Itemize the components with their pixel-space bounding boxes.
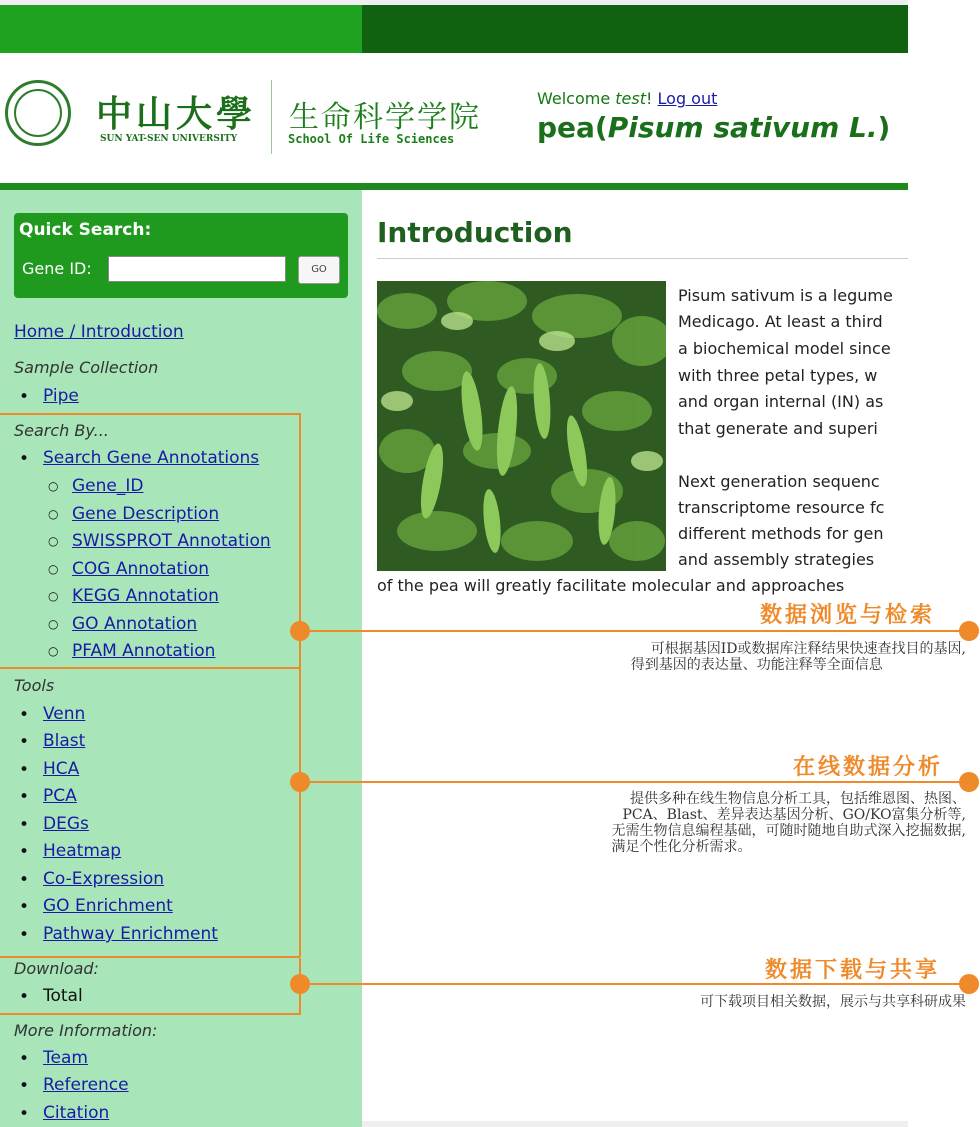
bracket-1-top (0, 413, 300, 415)
bracket-1-bottom (0, 667, 300, 669)
annotation-text-line: 可下载项目相关数据，展示与共享科研成果 (700, 994, 966, 1010)
bullet-icon: • (19, 987, 30, 1007)
sidebar-item-heatmap[interactable]: Heatmap (43, 841, 122, 861)
sidebar-item-go[interactable]: GO Annotation (72, 614, 198, 634)
annotation-dot-icon (959, 621, 979, 641)
annotation-connector (300, 630, 968, 632)
intro-text-line: different methods for gen (678, 524, 884, 543)
sidebar-item-gene-id[interactable]: Gene_ID (72, 476, 144, 496)
bullet-icon: • (19, 705, 30, 725)
bullet-icon: • (19, 787, 30, 807)
university-seal-inner-ring (14, 89, 62, 137)
annotation-dot-icon (959, 974, 979, 994)
username: test (615, 89, 647, 108)
bullet-icon: • (19, 925, 30, 945)
sub-bullet-icon: ○ (48, 644, 59, 658)
go-button[interactable]: GO (298, 256, 340, 284)
sidebar-item-gene-description[interactable]: Gene Description (72, 504, 220, 524)
bullet-icon: • (19, 1104, 30, 1124)
sidebar-item-swissprot[interactable]: SWISSPROT Annotation (72, 531, 271, 551)
intro-text-line: Pisum sativum is a legume (678, 286, 893, 305)
sidebar-item-degs[interactable]: DEGs (43, 814, 89, 834)
annotation-text-line: 提供多种在线生物信息分析工具，包括维恩图、热图、 (630, 791, 966, 807)
sidebar-item-blast[interactable]: Blast (43, 731, 86, 751)
species-close: ) (877, 111, 891, 144)
quick-search-title: Quick Search: (19, 220, 152, 240)
annotation-dot-icon (959, 772, 979, 792)
top-bar-right (362, 0, 908, 53)
sidebar-item-pfam[interactable]: PFAM Annotation (72, 641, 216, 661)
sub-bullet-icon: ○ (48, 562, 59, 576)
bullet-icon: • (19, 760, 30, 780)
school-name-cn: 生命科学学院 (289, 100, 481, 135)
gene-id-label: Gene ID: (22, 259, 92, 278)
home-introduction-link[interactable]: Home / Introduction (14, 322, 184, 342)
gene-id-input[interactable] (108, 256, 286, 282)
sidebar-item-pathway-enrichment[interactable]: Pathway Enrichment (43, 924, 218, 944)
sidebar-item-co-expression[interactable]: Co-Expression (43, 869, 165, 889)
bullet-icon: • (19, 1076, 30, 1096)
welcome-prefix: Welcome (537, 89, 616, 108)
sidebar-item-kegg[interactable]: KEGG Annotation (72, 586, 219, 606)
download-heading: Download: (14, 959, 99, 978)
bracket-3-bottom (0, 1013, 300, 1015)
search-by-heading: Search By... (14, 421, 109, 440)
intro-text-line: and assembly strategies (678, 550, 875, 569)
intro-text-line: a biochemical model since (678, 339, 891, 358)
bullet-icon: • (19, 870, 30, 890)
search-gene-annotations-link[interactable]: Search Gene Annotations (43, 448, 260, 468)
pea-plant-illustration (377, 281, 666, 571)
sub-bullet-icon: ○ (48, 589, 59, 603)
top-bar-highlight (0, 0, 908, 5)
sidebar-item-total[interactable]: Total (43, 986, 83, 1006)
annotation-text-line: 可根据基因ID或数据库注释结果快速查找目的基因, (650, 641, 966, 657)
bullet-icon: • (19, 842, 30, 862)
sidebar-item-team[interactable]: Team (43, 1048, 88, 1068)
sample-collection-heading: Sample Collection (14, 358, 159, 377)
page-title: Introduction (377, 216, 573, 249)
bullet-icon: • (19, 449, 30, 469)
intro-text-line: transcriptome resource fc (678, 498, 885, 517)
intro-text-line: that generate and superi (678, 419, 878, 438)
annotation-text-download (700, 994, 966, 1010)
bottom-strip (362, 1121, 908, 1127)
sub-bullet-icon: ○ (48, 617, 59, 631)
intro-text-line: of the pea will greatly facilitate molecular and approaches (377, 576, 845, 595)
tools-heading: Tools (14, 676, 55, 695)
sub-bullet-icon: ○ (48, 534, 59, 548)
bracket-2-spine (299, 669, 301, 957)
top-bar-left (0, 0, 362, 53)
bullet-icon: • (19, 897, 30, 917)
annotation-title-browse: 数据浏览与检索 (760, 603, 936, 628)
annotation-text-browse (630, 641, 966, 673)
intro-text-line: and organ internal (IN) as (678, 392, 884, 411)
header-divider (271, 80, 272, 154)
intro-text-line: Medicago. At least a third (678, 312, 883, 331)
title-divider (377, 258, 908, 259)
species-title (537, 111, 890, 144)
school-name-en: School Of Life Sciences (288, 132, 455, 146)
header-bottom-line (0, 183, 908, 190)
annotation-text-line: PCA、Blast、差异表达基因分析、GO/KO富集分析等, (622, 807, 966, 823)
sidebar-item-hca[interactable]: HCA (43, 759, 80, 779)
annotation-text-line: 满足个性化分析需求。 (611, 839, 752, 855)
annotation-text-analysis (612, 791, 966, 855)
annotation-text-line: 得到基因的表达量、功能注释等全面信息 (630, 657, 883, 673)
annotation-title-download: 数据下载与共享 (765, 958, 941, 983)
species-common: pea( (537, 111, 608, 144)
university-name-en: SUN YAT-SEN UNIVERSITY (100, 134, 238, 144)
welcome-suffix: ! (646, 89, 658, 108)
more-information-heading: More Information: (14, 1021, 158, 1040)
bullet-icon: • (19, 387, 30, 407)
annotation-connector (300, 781, 968, 783)
sidebar-item-reference[interactable]: Reference (43, 1075, 129, 1095)
sidebar-item-pca[interactable]: PCA (43, 786, 77, 806)
bracket-2-bottom (0, 956, 300, 958)
species-latin: Pisum sativum L. (607, 111, 878, 144)
sidebar-item-go-enrichment[interactable]: GO Enrichment (43, 896, 173, 916)
bullet-icon: • (19, 815, 30, 835)
sub-bullet-icon: ○ (48, 479, 59, 493)
sidebar-item-venn[interactable]: Venn (43, 704, 86, 724)
intro-text-line: Next generation sequenc (678, 472, 880, 491)
university-name-cn: 中山大學 (96, 93, 257, 135)
sidebar-item-pipe[interactable]: Pipe (43, 386, 79, 406)
bullet-icon: • (19, 732, 30, 752)
sidebar-item-citation[interactable]: Citation (43, 1103, 110, 1123)
annotation-text-line: 无需生物信息编程基础，可随时随地自助式深入挖掘数据, (611, 823, 966, 839)
pea-plant-photo (377, 281, 666, 571)
sidebar-item-cog[interactable]: COG Annotation (72, 559, 210, 579)
intro-text-line: with three petal types, w (678, 366, 878, 385)
annotation-title-analysis: 在线数据分析 (793, 755, 944, 780)
welcome-message (537, 89, 717, 108)
logout-link[interactable]: Log out (657, 89, 718, 108)
bullet-icon: • (19, 1049, 30, 1069)
sub-bullet-icon: ○ (48, 507, 59, 521)
